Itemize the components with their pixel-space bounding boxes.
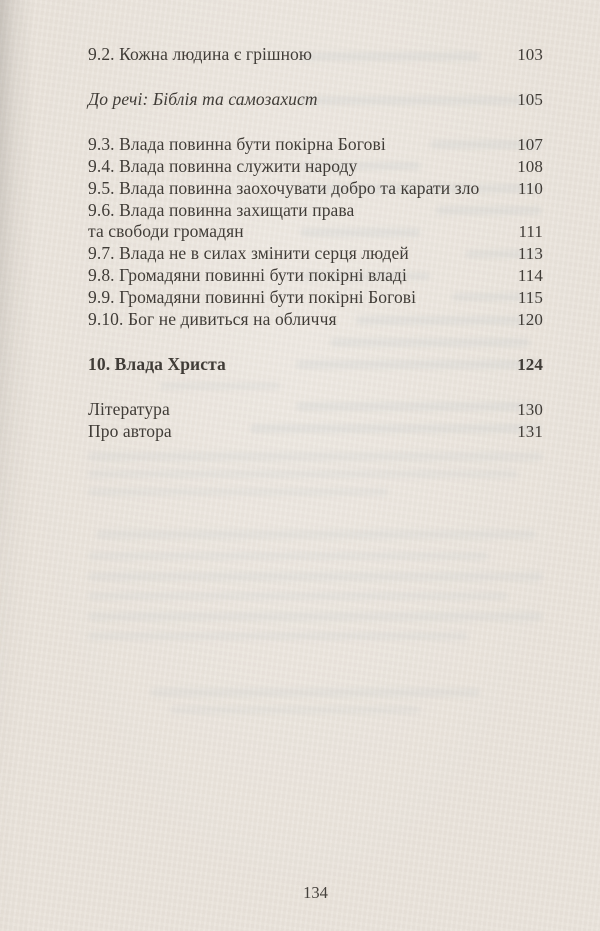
toc-entry — [88, 156, 543, 178]
table-of-contents — [88, 44, 543, 443]
toc-entry-page-number: 120 — [517, 310, 543, 330]
bleed-through-line — [96, 530, 536, 539]
toc-entry — [88, 200, 543, 222]
toc-entry-label: 10. Влада Христа — [88, 353, 226, 374]
toc-entry — [88, 399, 543, 421]
toc-entry-page-number: 113 — [517, 244, 543, 264]
toc-entry — [88, 309, 543, 331]
toc-entry-page-number: 107 — [517, 134, 543, 154]
toc-entry — [88, 243, 543, 265]
toc-entry — [88, 89, 543, 111]
toc-entry-page-number: 103 — [517, 45, 543, 64]
toc-entry-page-number: 110 — [517, 178, 543, 198]
toc-entry-label: 9.3. Влада повинна бути покірна Богові — [88, 133, 386, 154]
toc-entry-label: 9.10. Бог не дивиться на обличчя — [88, 309, 337, 330]
toc-entry — [88, 178, 543, 200]
toc-entry-page-number: 111 — [518, 222, 543, 242]
bleed-through-line — [88, 572, 543, 581]
toc-entry — [88, 134, 543, 156]
toc-entry-page-number: 131 — [517, 421, 543, 441]
bleed-through-line — [88, 592, 508, 600]
toc-entry — [88, 287, 543, 309]
toc-entry-label: До речі: Біблія та самозахист — [88, 88, 318, 109]
toc-entry-page-number: 108 — [517, 156, 543, 176]
toc-entry — [88, 354, 543, 376]
page-edge-shadow — [0, 0, 34, 931]
toc-entry — [88, 421, 543, 443]
toc-entry-label: 9.7. Влада не в силах змінити серця людей — [88, 243, 409, 264]
bleed-through-line — [88, 612, 543, 621]
bleed-through-line — [150, 688, 480, 697]
toc-entry-page-number: 115 — [517, 288, 543, 308]
toc-entry-page-number: 124 — [517, 354, 543, 374]
page-number: 134 — [303, 883, 328, 902]
toc-entry-page-number: 105 — [517, 89, 543, 109]
bleed-through-line — [88, 470, 518, 478]
bleed-through-line — [88, 632, 468, 640]
toc-entry-label: Про автора — [88, 420, 172, 441]
toc-entry-label: 9.5. Влада повинна заохочувати добро та карати зло — [88, 177, 480, 198]
toc-entry-label: 9.6. Влада повинна захищати права — [88, 199, 355, 220]
toc-entry-label: Література — [88, 398, 170, 419]
bleed-through-line — [170, 706, 420, 714]
toc-entry-page-number: 130 — [517, 399, 543, 419]
toc-entry-label: 9.4. Влада повинна служити народу — [88, 155, 358, 176]
toc-entry-label: 9.9. Громадяни повинні бути покірні Богові — [88, 287, 417, 308]
toc-entry-label: та свободи громадян — [88, 221, 244, 242]
toc-entry-label: 9.8. Громадяни повинні бути покірні владі — [88, 265, 407, 286]
toc-entry — [88, 221, 543, 243]
bleed-through-line — [88, 452, 543, 461]
toc-entry-page-number: 114 — [517, 266, 543, 286]
bleed-through-line — [88, 488, 388, 496]
toc-entry-label: 9.2. Кожна людина є грішною — [88, 44, 313, 64]
bleed-through-line — [88, 552, 488, 560]
toc-entry — [88, 44, 543, 66]
toc-entry — [88, 265, 543, 287]
